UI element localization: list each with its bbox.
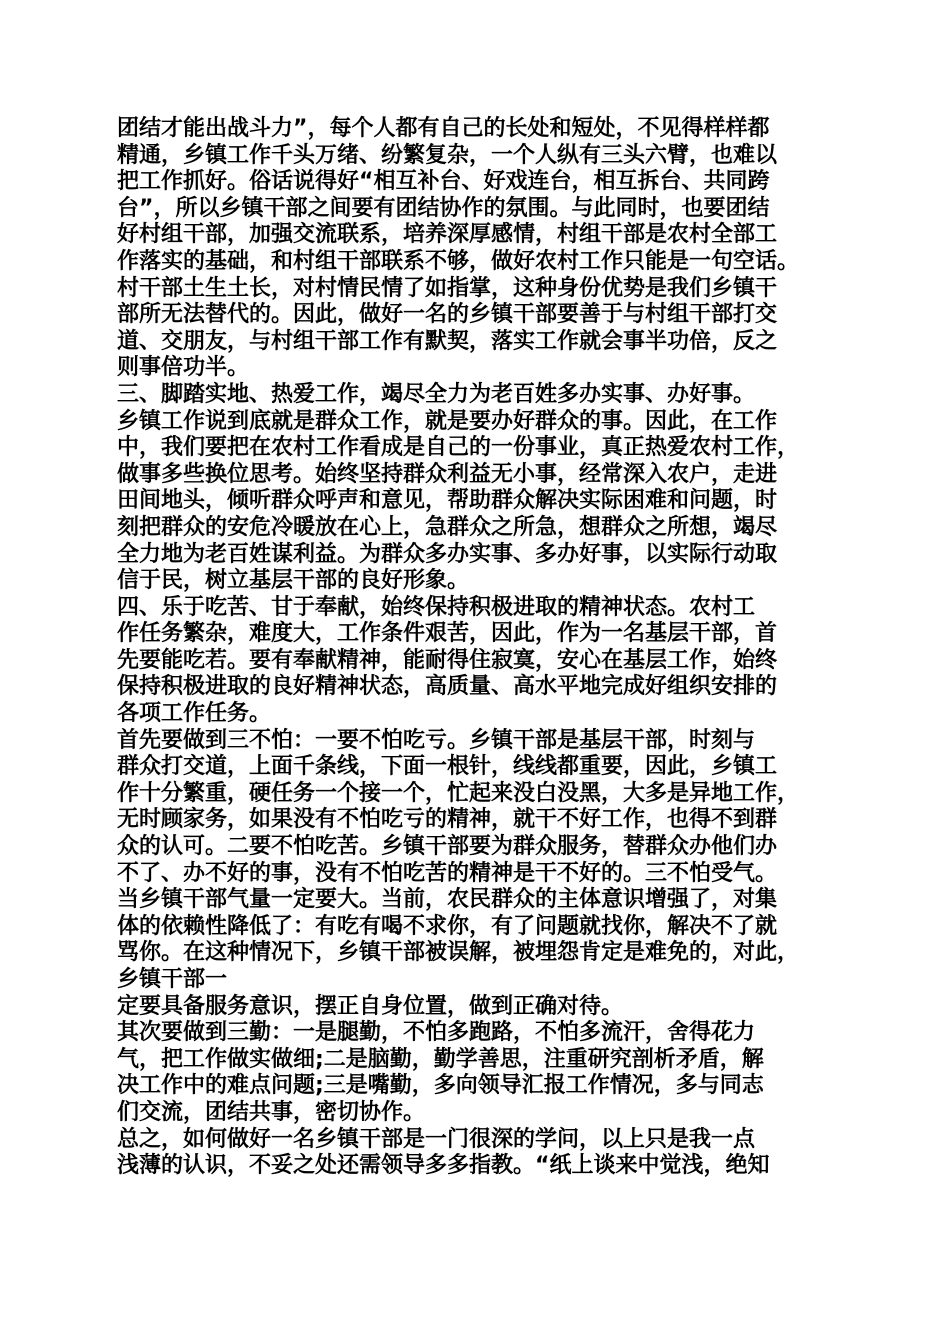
text-line: 保持积极进取的良好精神状态，高质量、高水平地完成好组织安排的 <box>117 674 778 700</box>
text-line: 作落实的基础，和村组干部联系不够，做好农村工作只能是一句空话。 <box>117 248 800 274</box>
text-line: 先要能吃若。要有奉献精神，能耐得住寂寞，安心在基层工作，始终 <box>117 647 778 673</box>
text-line: 其次要做到三勤：一是腿勤，不怕多跑路，不怕多流汗，舍得花力 <box>117 1020 756 1046</box>
text-line: 村干部土生土长，对村情民情了如指掌，这种身份优势是我们乡镇干 <box>117 275 778 301</box>
text-line: 众的认可。二要不怕吃苦。乡镇干部要为群众服务，替群众办他们办 <box>117 834 778 860</box>
text-line: 信于民，树立基层干部的良好形象。 <box>117 568 470 594</box>
text-line: 乡镇工作说到底就是群众工作，就是要办好群众的事。因此，在工作 <box>117 408 778 434</box>
text-line: 则事倍功半。 <box>117 355 250 381</box>
text-line: 好村组干部，加强交流联系，培养深厚感情，村组干部是农村全部工 <box>117 222 778 248</box>
text-line: 田间地头，倾听群众呼声和意见，帮助群众解决实际困难和问题，时 <box>117 488 778 514</box>
text-line: 无时顾家务，如果没有不怕吃亏的精神，就干不好工作，也得不到群 <box>117 807 778 833</box>
text-line: 总之，如何做好一名乡镇干部是一门很深的学问，以上只是我一点 <box>117 1126 756 1152</box>
text-line: 刻把群众的安危冷暖放在心上，急群众之所急，想群众之所想，竭尽 <box>117 514 778 540</box>
text-line: 乡镇干部一 <box>117 967 228 992</box>
text-line: 精通，乡镇工作千头万绪、纷繁复杂，一个人纵有三头六臂，也难以 <box>117 142 778 168</box>
text-line: 把工作抓好。俗话说得好“相互补台、好戏连台，相互拆台、共同跨 <box>117 169 770 195</box>
text-line: 定要具备服务意识，摆正自身位置，做到正确对待。 <box>117 993 624 1019</box>
section-heading-3: 三、脚踏实地、热爱工作，竭尽全力为老百姓多办实事、办好事。 <box>117 381 756 407</box>
text-line: 们交流，团结共事，密切协作。 <box>117 1099 426 1125</box>
text-line: 作任务繁杂，难度大，工作条件艰苦，因此，作为一名基层干部，首 <box>117 621 778 647</box>
text-line: 团结才能出战斗力”，每个人都有自己的长处和短处，不见得样样都 <box>117 116 770 141</box>
text-line: 中，我们要把在农村工作看成是自己的一份事业，真正热爱农村工作， <box>117 435 800 461</box>
text-line: 做事多些换位思考。始终坚持群众利益无小事，经常深入农户，走进 <box>117 461 778 487</box>
text-line: 决工作中的难点问题;三是嘴勤，多向领导汇报工作情况，多与同志 <box>117 1073 764 1099</box>
text-line: 不了、办不好的事，没有不怕吃苦的精神是干不好的。三不怕受气。 <box>117 860 778 886</box>
text-line: 群众打交道，上面千条线，下面一根针，线线都重要，因此，乡镇工 <box>117 754 778 780</box>
text-line: 各项工作任务。 <box>117 701 272 727</box>
text-line: 当乡镇干部气量一定要大。当前，农民群众的主体意识增强了，对集 <box>117 887 778 913</box>
text-line: 首先要做到三不怕：一要不怕吃亏。乡镇干部是基层干部，时刻与 <box>117 727 756 753</box>
text-line: 浅薄的认识，不妥之处还需领导多多指教。“纸上谈来中觉浅，绝知 <box>117 1153 770 1179</box>
text-line: 体的依赖性降低了：有吃有喝不求你，有了问题就找你，解决不了就 <box>117 913 778 939</box>
text-line: 作十分繁重，硬任务一个接一个，忙起来没白没黑，大多是异地工作， <box>117 780 800 806</box>
body-text <box>117 116 852 1180</box>
section-heading-4: 四、乐于吃苦、甘于奉献，始终保持积极进取的精神状态。农村工 <box>117 594 756 620</box>
text-line: 骂你。在这种情况下，乡镇干部被误解，被埋怨肯定是难免的，对此， <box>117 940 800 966</box>
text-line: 道、交朋友，与村组干部工作有默契，落实工作就会事半功倍，反之 <box>117 328 778 354</box>
text-line: 部所无法替代的。因此，做好一名的乡镇干部要善于与村组干部打交 <box>117 302 778 328</box>
text-line: 台”，所以乡镇干部之间要有团结协作的氛围。与此同时，也要团结 <box>117 195 770 221</box>
text-line: 气，把工作做实做细;二是脑勤，勤学善思，注重研究剖析矛盾，解 <box>117 1046 764 1072</box>
text-line: 全力地为老百姓谋利益。为群众多办实事、多办好事，以实际行动取 <box>117 541 778 567</box>
